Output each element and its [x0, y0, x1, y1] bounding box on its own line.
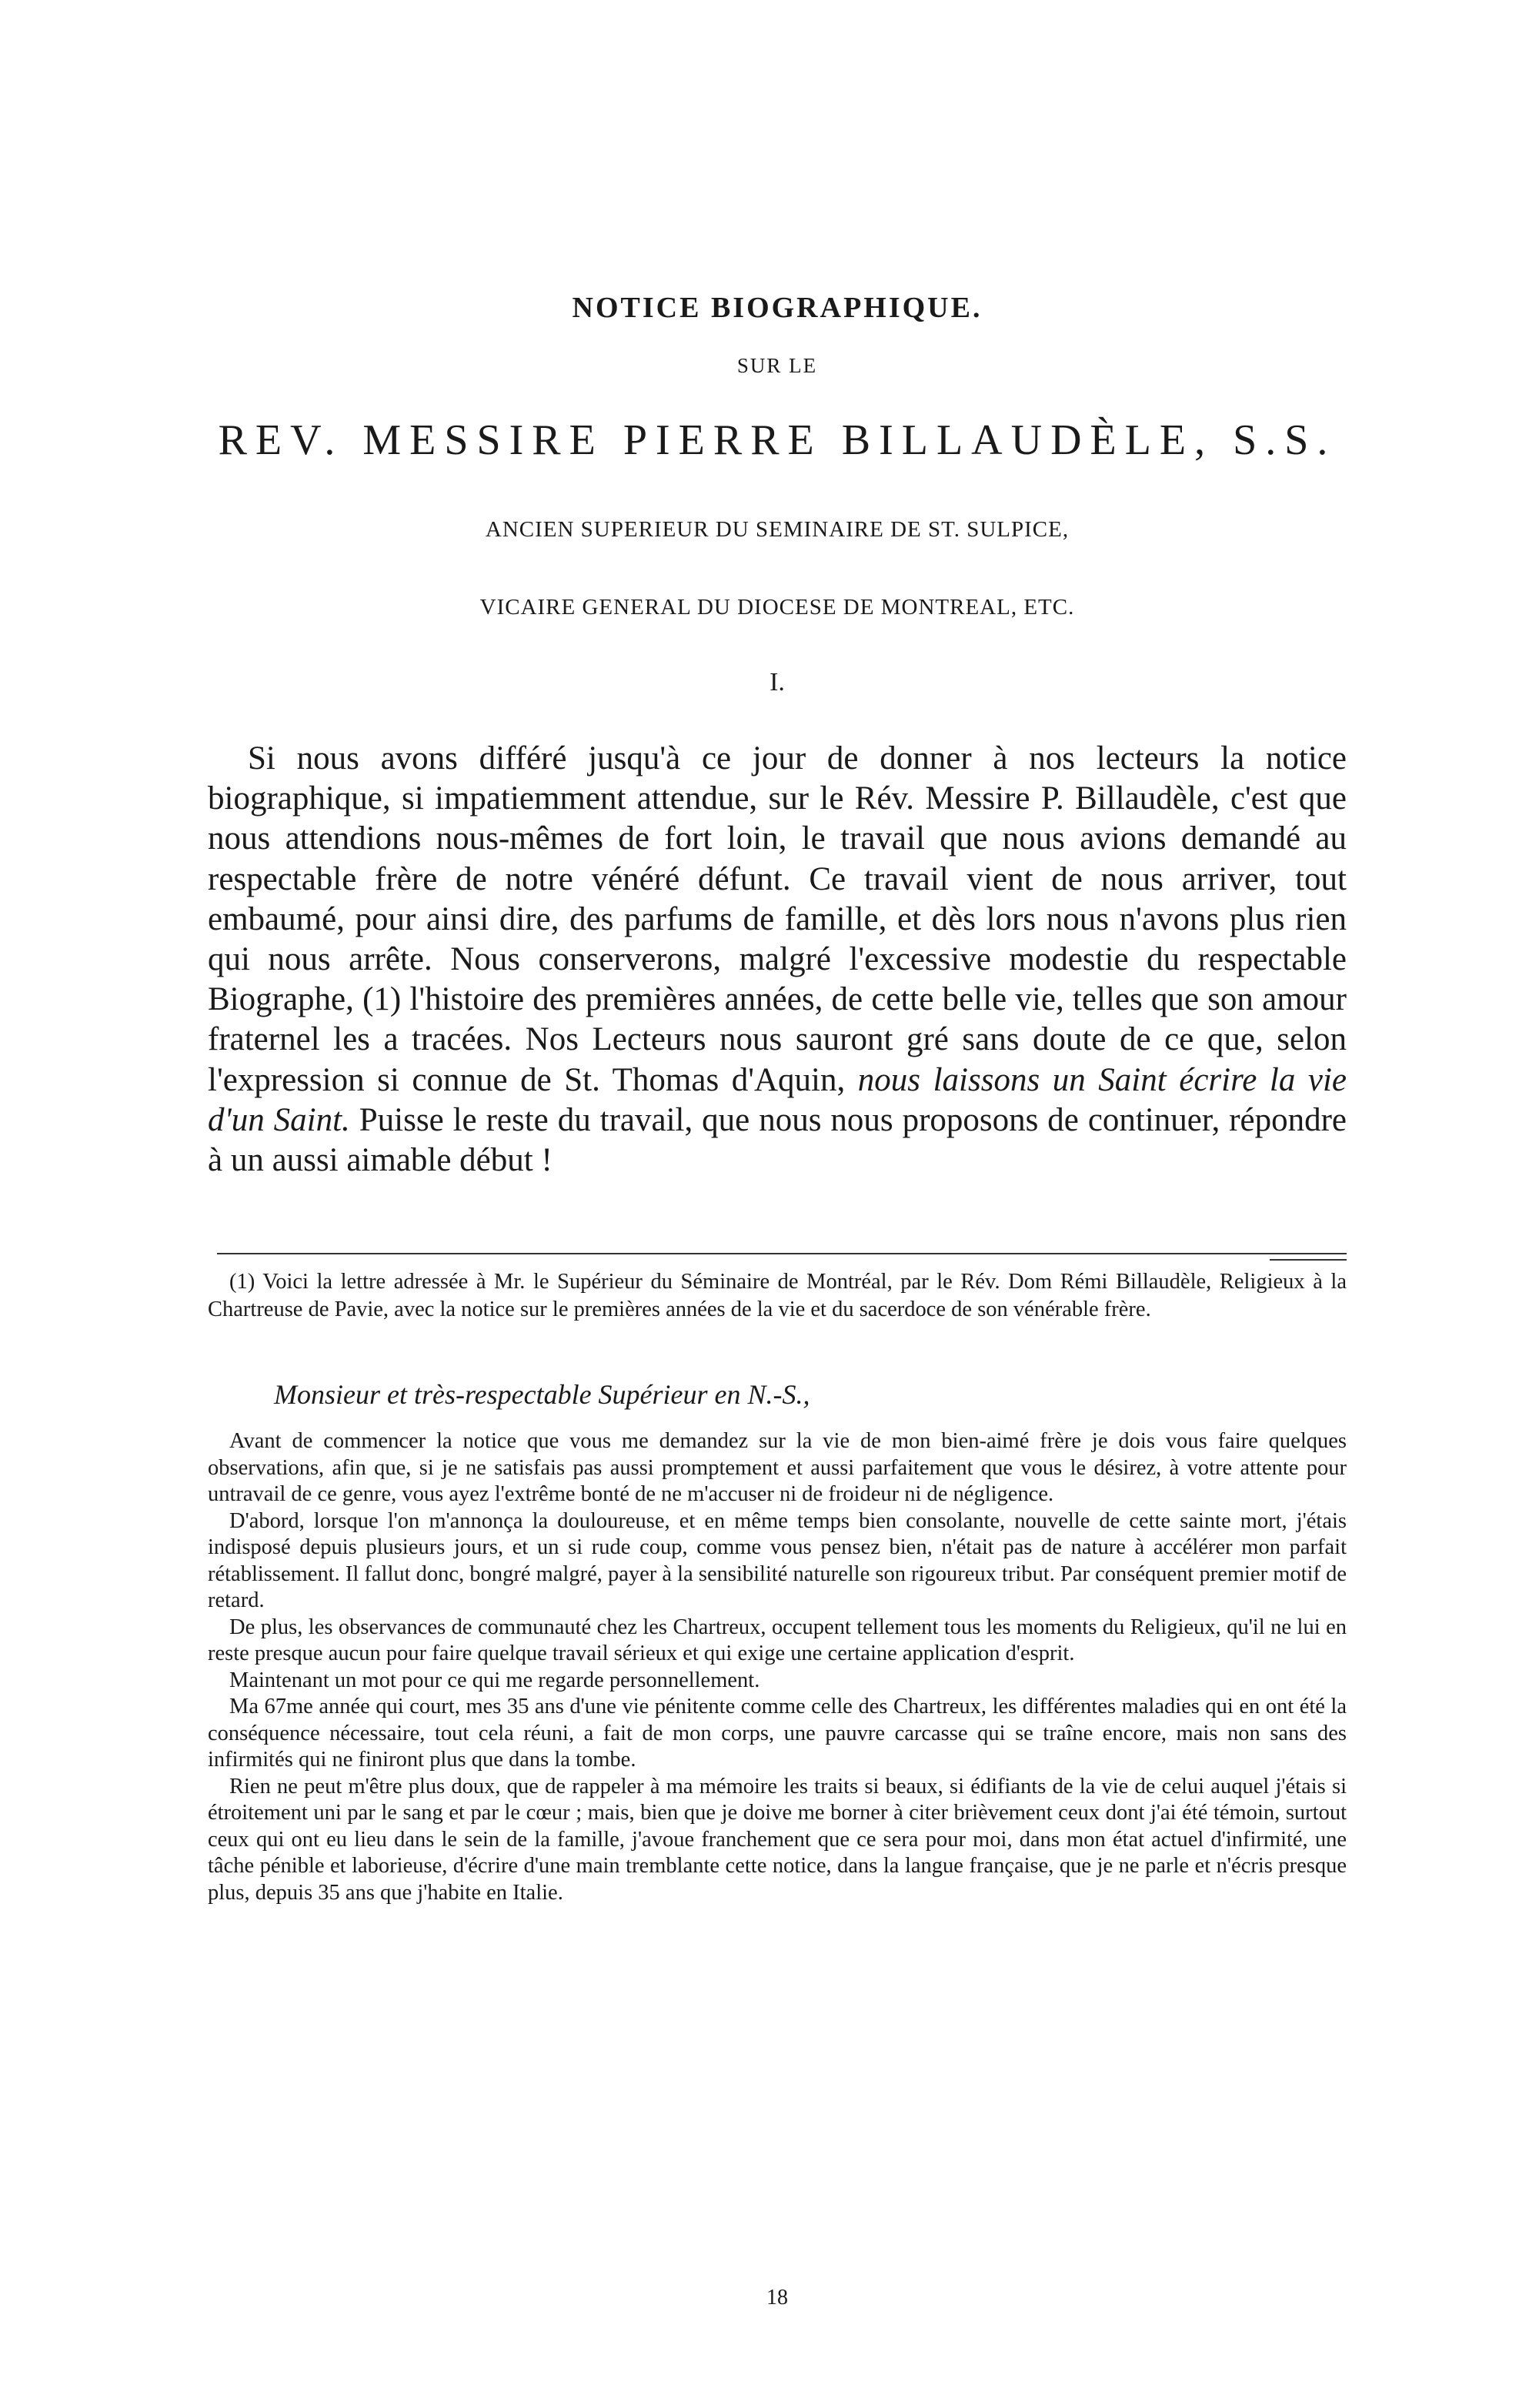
- subtitle-vicar-general: VICAIRE GENERAL DU DIOCESE DE MONTREAL, ETC.: [479, 595, 1075, 620]
- letter-paragraph: De plus, les observances de communauté chez les Chartreux, occupent tellement tous les moments du Religieux, qu'il ne lui en reste presque aucun pour faire quelque travail sérieux et qui exige une certaine application d'esprit.: [208, 1615, 1347, 1665]
- letter-paragraph: Avant de commencer la notice que vous me demandez sur la vie de mon bien-aimé frère je dois vous faire quelques observations, afin que, si je ne satisfais pas aussi promptement et aussi parfaitement que vous le désirez, à votre attente pour untravail de ce genre, vous ayez l'extrême bonté de ne m'accuser ni de froideur ni de négligence.: [208, 1429, 1347, 1506]
- page-title: NOTICE BIOGRAPHIQUE.: [572, 292, 983, 324]
- sur-le-line: SUR LE: [736, 354, 818, 377]
- main-paragraph: [208, 739, 1347, 1181]
- letter-paragraph: Rien ne peut m'être plus doux, que de rappeler à ma mémoire les traits si beaux, si édifiants de la vie de celui auquel j'étais si étroitement uni par le sang et par le cœur ; mais, bien que je doive me borner à citer brièvement ceux dont j'ai été témoin, surtout ceux qui ont eu lieu dans le sein de la famille, j'avoue franchement que ce sera pour moi, dans mon état actuel d'infirmité, une tâche pénible et laborieuse, d'écrire d'une main tremblante cette notice, dans la langue française, que je ne parle et n'écris presque plus, depuis 35 ans que j'habite en Italie.: [208, 1774, 1347, 1905]
- page: [208, 0, 1347, 2408]
- letter-paragraph: Maintenant un mot pour ce qui me regarde personnellement.: [229, 1668, 760, 1692]
- footnote-text: (1) Voici la lettre adressée à Mr. le Supérieur du Séminaire de Montréal, par le Rév. Dom Rémi Billaudèle, Religieux à la Chartreuse de Pavie, avec la notice sur le premières années de la vie et du sacerdoce de son vénérable frère.: [208, 1270, 1347, 1321]
- footnote-divider: [217, 1253, 1347, 1254]
- letter-paragraph: D'abord, lorsque l'on m'annonça la douloureuse, et en même temps bien consolante, nouvelle de cette sainte mort, j'étais indisposé depuis plusieurs jours, et un si rude coup, comme vous pensez bien, n'était pas de nature à accélérer mon parfait rétablissement. Il fallut donc, bongré malgré, payer à la sensibilité naturelle son rigoureux tribut. Par conséquent premier motif de retard.: [208, 1508, 1347, 1612]
- section-number: I.: [770, 668, 785, 696]
- letter-body: [208, 1428, 1347, 1906]
- letter-paragraph: Ma 67me année qui court, mes 35 ans d'une vie pénitente comme celle des Chartreux, les différentes maladies qui en ont été la conséquence nécessaire, tout cela réuni, a fait de mon corps, une pauvre carcasse qui se traîne encore, mais non sans des infirmités qui ne finiront plus que dans la tombe.: [208, 1695, 1347, 1772]
- footnote-divider-short: [1270, 1259, 1347, 1261]
- main-paragraph-italic: nous laissons un Saint écrire la vie d'un Saint.: [208, 1061, 1347, 1138]
- main-paragraph-start: Si nous avons différé jusqu'à ce jour de donner à nos lecteurs la notice biographique, si impatiemment attendue, sur le Rév. Messire P. Billaudèle, c'est que nous attendions nous-mêmes de fort loin, le travail que nous avions demandé au respectable frère de notre vénéré défunt. Ce travail vient de nous arriver, tout embaumé, pour ainsi dire, des parfums de famille, et dès lors nous n'avons plus rien qui nous arrête. Nous conserverons, malgré l'excessive modestie du respectable Biographe, (1) l'histoire des premières années, de cette belle vie, telles que son amour fraternel les a tracées. Nos Lecteurs nous sauront gré sans doute de ce que, selon l'expression si connue de St. Thomas d'Aquin,: [208, 740, 1347, 1098]
- main-paragraph-end: Puisse le reste du travail, que nous nous proposons de continuer, répondre à un aussi aimable début !: [208, 1101, 1347, 1179]
- page-number: 18: [766, 2286, 788, 2309]
- subject-name: REV. MESSIRE PIERRE BILLAUDÈLE, S.S.: [218, 416, 1337, 464]
- subtitle-former-superior: ANCIEN SUPERIEUR DU SEMINAIRE DE ST. SULPICE,: [485, 517, 1070, 542]
- letter-salutation: Monsieur et très-respectable Supérieur en N.-S.,: [274, 1379, 810, 1410]
